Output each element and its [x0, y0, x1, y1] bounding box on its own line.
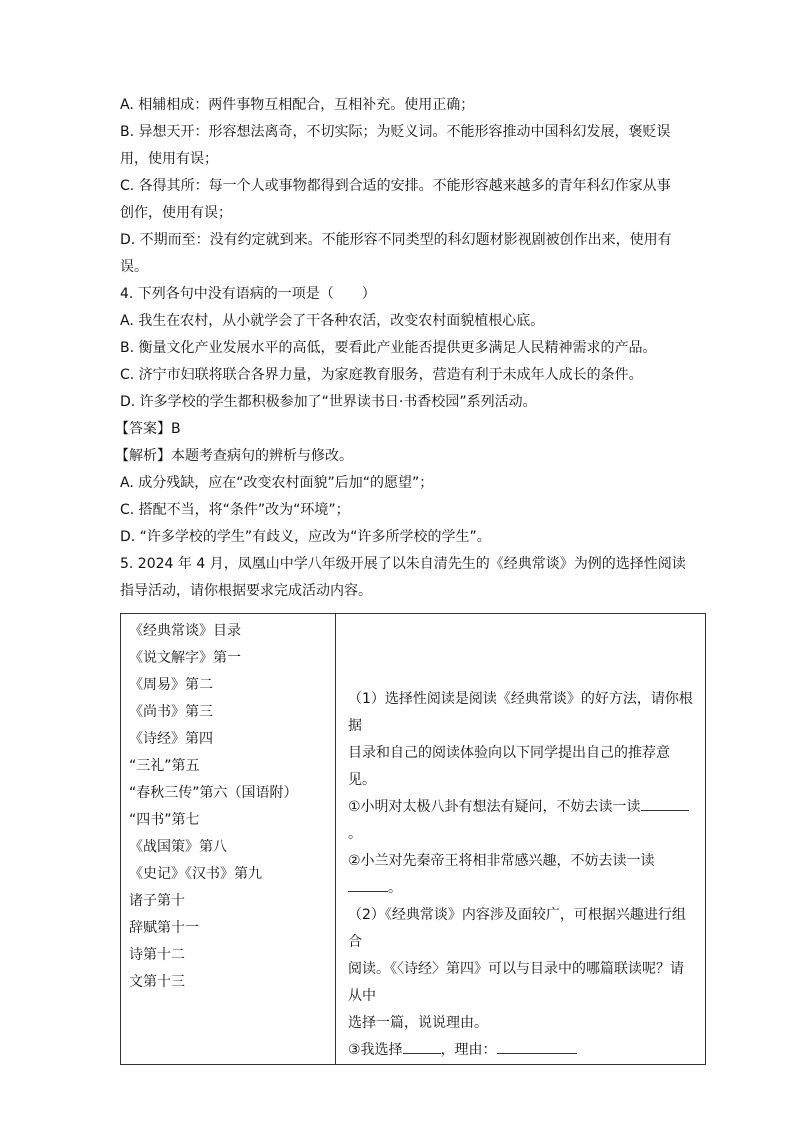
toc-item: 《经典常谈》目录	[129, 623, 241, 639]
task-2-line-3: 选择一篇，说说理由。	[348, 1015, 488, 1031]
activity-table	[120, 613, 706, 1065]
answer-blank[interactable]	[641, 794, 689, 811]
task-3-line	[348, 1037, 697, 1064]
toc-item: 文第十三	[129, 974, 185, 990]
task-3-mid-text: ，理由：	[440, 1042, 497, 1058]
task-1-item-a-text: ①小明对太极八卦有想法有疑问，不妨去读一读	[348, 799, 641, 815]
option-b-explanation-cont: 用，使用有误；	[120, 151, 218, 167]
toc-item: 诸子第十	[129, 893, 185, 909]
toc-item: “四书”第七	[129, 812, 200, 828]
task-2-line-1: （2）《经典常谈》内容涉及面较广，可根据兴趣进行组合	[348, 907, 686, 950]
option-b-explanation: B. 异想天开：形容想法离奇，不切实际；为贬义词。不能形容推动中国科幻发展，褒贬误	[120, 124, 671, 140]
analysis-option-c: C. 搭配不当，将“条件”改为“环境”；	[120, 502, 350, 518]
option-c-explanation-cont: 创作，使用有误；	[120, 205, 232, 221]
task-1-line-2: 目录和自己的阅读体验向以下同学提出自己的推荐意见。	[348, 745, 670, 788]
toc-item: 《尚书》第三	[129, 704, 213, 720]
option-d-explanation-cont: 误。	[120, 259, 148, 275]
answer-blank[interactable]	[497, 1037, 577, 1054]
punctuation: 。	[348, 826, 362, 842]
toc-item: 《周易》第二	[129, 677, 213, 693]
task-1-item-b: ②小兰对先秦帝王将相非常感兴趣，不妨去读一读	[348, 853, 655, 869]
toc-item: 辞赋第十一	[129, 920, 199, 936]
answer-label: 【答案】B	[115, 421, 181, 437]
toc-item: 《史记》《汉书》第九	[129, 866, 262, 882]
answer-blank[interactable]	[348, 875, 388, 892]
question-4-option-d: D. 许多学校的学生都积极参加了“世界读书日·书香校园”系列活动。	[120, 394, 537, 410]
option-a-explanation: A. 相辅相成：两件事物互相配合，互相补充。使用正确；	[120, 97, 475, 113]
question-4-option-c: C. 济宁市妇联将联合各界力量，为家庭教育服务，营造有利于未成年人成长的条件。	[120, 367, 643, 383]
answer-blank[interactable]	[403, 1037, 441, 1054]
task-1-item-b-blank-line	[348, 875, 697, 902]
toc-item: “春秋三传”第六（国语附）	[129, 785, 298, 801]
task-1-item-a	[348, 794, 697, 848]
task-2-line-2: 阅读。《〈诗经〉第四》可以与目录中的哪篇联读呢？请从中	[348, 961, 684, 1004]
toc-item: 《说文解字》第一	[129, 650, 241, 666]
task-cell	[336, 614, 706, 1065]
option-c-explanation: C. 各得其所：每一个人或事物都得到合适的安排。不能形容越来越多的青年科幻作家从事	[120, 178, 671, 194]
question-4-option-a: A. 我生在农村，从小就学会了干各种农活，改变农村面貌植根心底。	[120, 313, 545, 329]
table-row	[121, 614, 706, 1065]
analysis-option-d: D. “许多学校的学生”有歧义，应改为“许多所学校的学生”。	[120, 529, 491, 545]
toc-item: 《战国策》第八	[129, 839, 227, 855]
toc-item: 《诗经》第四	[129, 731, 213, 747]
question-text	[115, 92, 710, 605]
task-1-line-1: （1）选择性阅读是阅读《经典常谈》的好方法，请你根据	[348, 691, 693, 734]
question-5-stem-cont: 指导活动，请你根据要求完成活动内容。	[120, 583, 372, 599]
analysis-option-a: A. 成分残缺，应在“改变农村面貌”后加“的愿望”；	[120, 475, 434, 491]
option-d-explanation: D. 不期而至：没有约定就到来。不能形容不同类型的科幻题材影视剧被创作出来，使用有	[120, 232, 672, 248]
punctuation: 。	[388, 880, 402, 896]
question-4-stem: 4. 下列各句中没有语病的一项是（ ）	[120, 286, 376, 302]
analysis-label: 【解析】本题考查病句的辨析与修改。	[115, 448, 353, 464]
table-of-contents-cell	[121, 614, 336, 1065]
task-3-text: ③我选择	[348, 1042, 403, 1058]
toc-item: “三礼”第五	[129, 758, 200, 774]
toc-item: 诗第十二	[129, 947, 185, 963]
question-4-option-b: B. 衡量文化产业发展水平的高低，要看此产业能否提供更多满足人民精神需求的产品。	[120, 340, 657, 356]
question-5-stem: 5. 2024 年 4 月，凤凰山中学八年级开展了以朱自清先生的《经典常谈》为例的选择性阅读	[120, 556, 686, 572]
